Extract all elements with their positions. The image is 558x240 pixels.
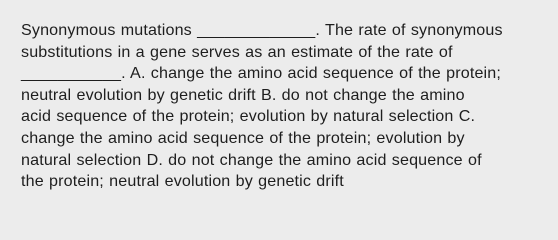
question-text: Synonymous mutations _____________. The rate of synonymous substitutions in a gene serves as an estimate of the rate of ___________. A. change the amino acid sequence of the protein; neutral evolution by genetic drift B. do not change the amino acid sequence of the protein; evolution by natural selection C. change the amino acid sequence of the protein; evolution by natural selection D. do not change the amino acid sequence of the protein; neutral evolution by genetic drift: [21, 21, 503, 191]
